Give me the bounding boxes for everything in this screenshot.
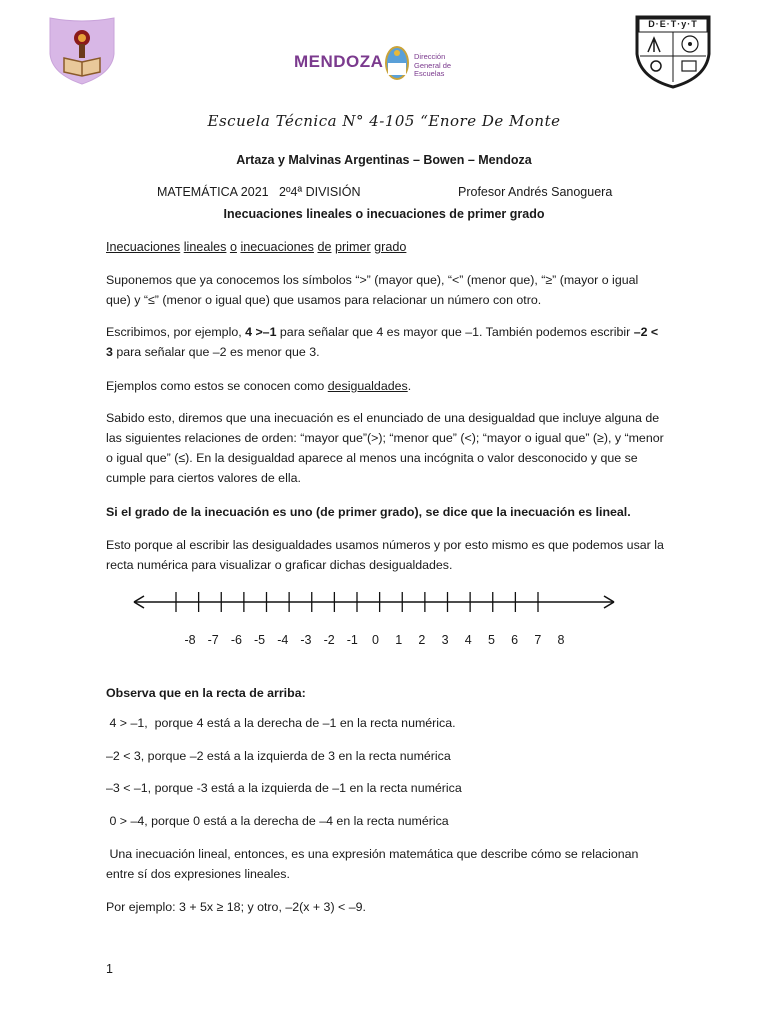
inequality-example: –2 < 3 (106, 325, 659, 359)
number-line-tick-label: -6 (230, 633, 242, 647)
example-line: 0 > –4, porque 0 está a la derecha de –4 en la recta numérica (106, 814, 449, 828)
paragraph-desigualdades (106, 376, 666, 396)
text-run: . (407, 379, 412, 393)
mendoza-brand (292, 42, 472, 86)
number-line-tick-label: -4 (277, 633, 289, 647)
course-label: MATEMÁTICA 2021 2º4ª DIVISIÓN (157, 185, 361, 199)
text-run: Escribimos, por ejemplo, (106, 325, 246, 339)
number-line-tick-label: -8 (184, 633, 196, 647)
example-line: –2 < 3, porque –2 está a la izquierda de 3 en la recta numérica (106, 749, 451, 763)
paragraph-recta: Esto porque al escribir las desigualdades usamos números y por esto mismo es que podemos usar la recta numérica para visualizar o graficar dichas desigualdades. (106, 538, 664, 572)
number-line-tick-label: 1 (395, 633, 403, 647)
number-line-tick-label: 7 (534, 633, 542, 647)
number-line (0, 584, 768, 624)
term-desigualdades: desigualdades (327, 379, 408, 393)
section-title-word: Inecuaciones (106, 240, 181, 254)
paragraph-definition: Sabido esto, diremos que una inecuación es el enunciado de una desigualdad que incluye alguna de las siguientes relaciones de orden: “mayor que”(>); “menor que” (<); “mayor o igual que” (≥), y “menor o igual que” (≤). En la desigualdad aparece al menos una incógnita o valor desconocido y que se cumple para ciertos valores de ella. (106, 411, 664, 485)
number-line-tick-label: -1 (346, 633, 358, 647)
page-number: 1 (106, 962, 113, 976)
number-line-tick-label: 3 (441, 633, 449, 647)
number-line-tick-label: -5 (254, 633, 266, 647)
section-title-word: grado (374, 240, 407, 254)
brand-subtitle-line: Escuelas (414, 69, 445, 78)
school-address: Artaza y Malvinas Argentinas – Bowen – Mendoza (236, 153, 532, 167)
section-title-word: primer (334, 240, 371, 254)
province-shield-icon (384, 44, 410, 82)
school-shield-logo-icon (46, 14, 118, 86)
brand-subtitle-line: General de (414, 60, 452, 70)
example-line: –3 < –1, porque -3 está a la izquierda de –1 en la recta numérica (106, 781, 462, 795)
section-title (106, 237, 666, 257)
section-title-word: o (229, 240, 237, 254)
text-run: para señalar que –2 es menor que 3. (112, 345, 320, 359)
paragraph-symbols: Suponemos que ya conocemos los símbolos “>” (mayor que), “<” (menor que), “≥” (mayor o igual que) y “≤” (menor o igual que) que usamos para relacionar un número con otro. (106, 273, 639, 307)
number-line-tick-label: 4 (464, 633, 472, 647)
inequality-example: 4 >–1 (245, 325, 277, 339)
section-title-word: inecuaciones (240, 240, 314, 254)
detyt-shield-logo (634, 14, 712, 90)
text-run: para señalar que 4 es mayor que –1. También podemos escribir (276, 325, 634, 339)
paragraph-lineal: Si el grado de la inecuación es uno (de primer grado), se dice que la inecuación es lineal. (106, 505, 631, 519)
example-line: 4 > –1, porque 4 está a la derecha de –1 en la recta numérica. (106, 716, 456, 730)
detyt-letters: D·E·T·y·T (648, 19, 698, 29)
brand-name: MENDOZA (294, 52, 384, 71)
brand-subtitle-line: Dirección (414, 52, 446, 61)
number-line-tick-label: 5 (487, 633, 495, 647)
number-line-tick-label: 0 (372, 633, 379, 647)
paragraph-lineal-expression: Una inecuación lineal, entonces, es una expresión matemática que describe cómo se relacionan entre sí dos expresiones lineales. (106, 847, 642, 881)
section-title-word: lineales (183, 240, 227, 254)
number-line-tick-label: 6 (511, 633, 519, 647)
teacher-name: Profesor Andrés Sanoguera (458, 185, 613, 199)
paragraph-example-inequalities: Por ejemplo: 3 + 5x ≥ 18; y otro, –2(x + 3) < –9. (106, 900, 366, 914)
observe-title: Observa que en la recta de arriba: (106, 686, 306, 700)
number-line-tick-label: -2 (323, 633, 335, 647)
school-name: Escuela Técnica N° 4-105 “Enore De Monte (207, 112, 561, 130)
number-line-tick-label: -3 (300, 633, 312, 647)
paragraph-examples (106, 322, 666, 362)
brand-subtitle (414, 53, 451, 79)
topic-title: Inecuaciones lineales o inecuaciones de primer grado (223, 207, 545, 221)
number-line-tick-label: 2 (418, 633, 426, 647)
number-line-tick-label: 8 (557, 633, 565, 647)
section-title-word: de (317, 240, 332, 254)
number-line-tick-label: -7 (207, 633, 219, 647)
text-run: Ejemplos como estos se conocen como (106, 379, 328, 393)
